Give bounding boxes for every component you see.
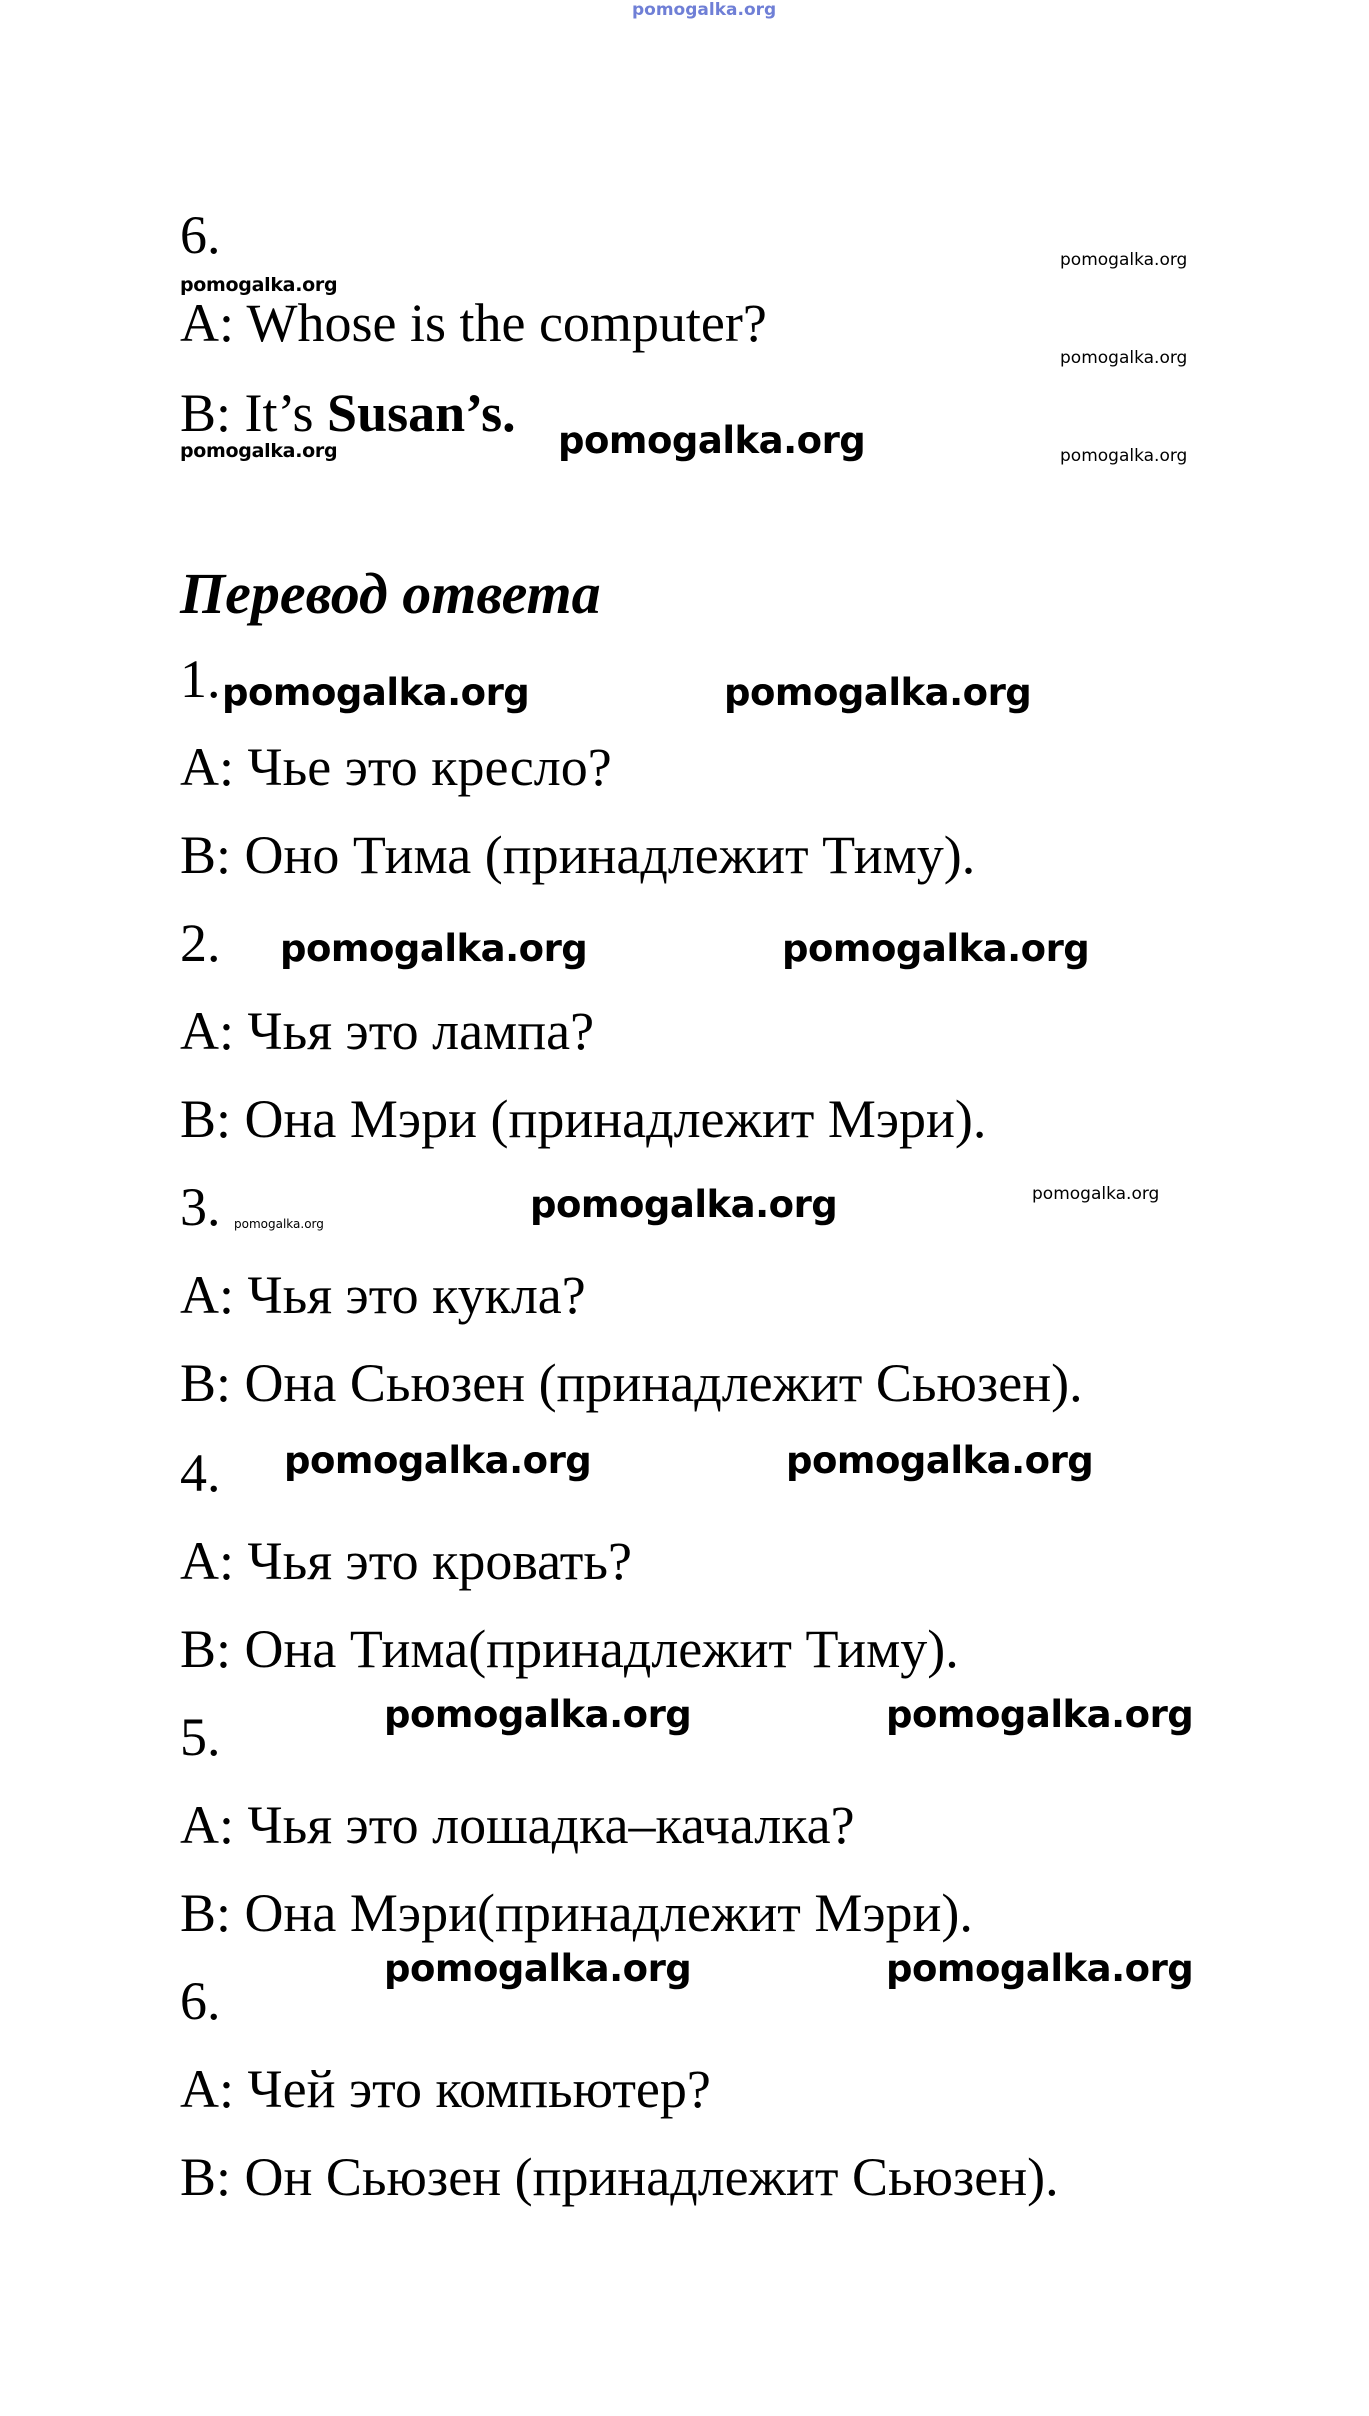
watermark: pomogalka.org <box>1060 250 1188 270</box>
question-line: A: Чья это кукла? <box>180 1265 586 1325</box>
watermark: pomogalka.org <box>180 274 338 296</box>
item-number: 5. <box>180 1707 221 1767</box>
question-line: A: Чья это лампа? <box>180 1001 595 1061</box>
answer-line: B: Она Тима(принадлежит Тиму). <box>180 1619 959 1679</box>
item-number: 6. <box>180 205 221 265</box>
item-number: 3. <box>180 1177 221 1237</box>
watermark: pomogalka.org <box>786 1439 1094 1482</box>
answer-line: B: Он Сьюзен (принадлежит Сьюзен). <box>180 2147 1059 2207</box>
watermark: pomogalka.org <box>284 1439 592 1482</box>
item-number: 6. <box>180 1971 221 2031</box>
item-number: 4. <box>180 1443 221 1503</box>
watermark: pomogalka.org <box>222 671 530 714</box>
answer-line: B: Она Мэри (принадлежит Мэри). <box>180 1089 987 1149</box>
answer-bold-name: Susan’s. <box>327 383 516 443</box>
question-line: A: Чей это компьютер? <box>180 2059 711 2119</box>
watermark: pomogalka.org <box>558 419 866 462</box>
watermark: pomogalka.org <box>886 1947 1194 1990</box>
top-watermark: pomogalka.org <box>632 0 777 20</box>
question-line: A: Чья это кровать? <box>180 1531 632 1591</box>
question-line: A: Whose is the computer? <box>180 293 767 353</box>
watermark: pomogalka.org <box>280 927 588 970</box>
answer-line: B: Она Мэри(принадлежит Мэри). <box>180 1883 973 1943</box>
answer-line <box>180 383 516 443</box>
watermark: pomogalka.org <box>384 1693 692 1736</box>
watermark: pomogalka.org <box>1032 1184 1160 1204</box>
question-line: A: Чья это лошадка–качалка? <box>180 1795 855 1855</box>
watermark: pomogalka.org <box>180 440 338 462</box>
watermark: pomogalka.org <box>234 1217 324 1231</box>
item-number: 2. <box>180 913 221 973</box>
answer-line: B: Оно Тима (принадлежит Тиму). <box>180 825 976 885</box>
item-number: 1. <box>180 649 221 709</box>
watermark: pomogalka.org <box>886 1693 1194 1736</box>
watermark: pomogalka.org <box>1060 348 1188 368</box>
watermark: pomogalka.org <box>1060 446 1188 466</box>
watermark: pomogalka.org <box>384 1947 692 1990</box>
watermark: pomogalka.org <box>530 1183 838 1226</box>
answer-line: B: Она Сьюзен (принадлежит Сьюзен). <box>180 1353 1083 1413</box>
watermark: pomogalka.org <box>782 927 1090 970</box>
answer-prefix: B: It’s <box>180 383 328 443</box>
question-line: A: Чье это кресло? <box>180 737 612 797</box>
translation-heading: Перевод ответа <box>180 561 601 626</box>
watermark: pomogalka.org <box>724 671 1032 714</box>
